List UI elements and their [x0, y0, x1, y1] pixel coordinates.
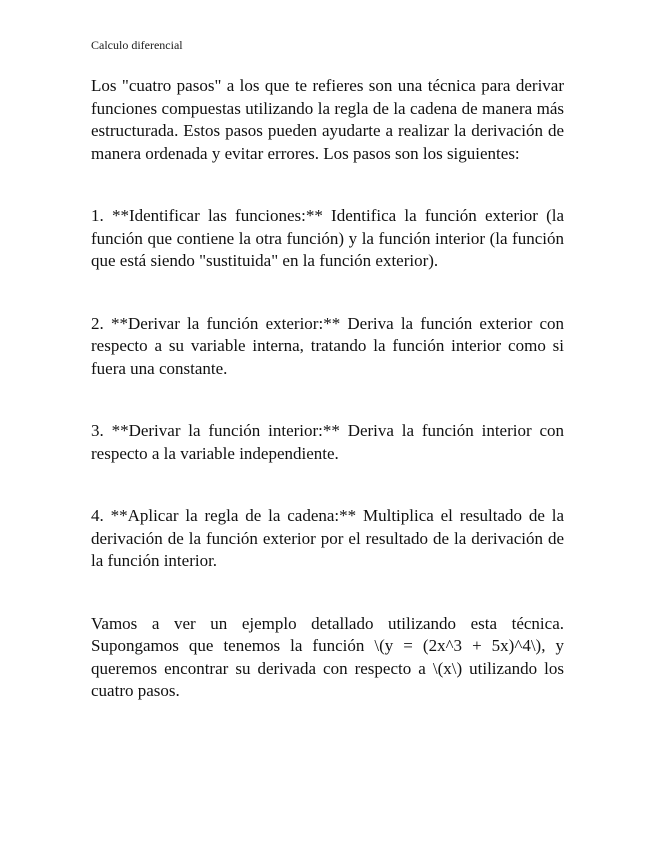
spacer — [91, 573, 564, 613]
intro-paragraph: Los "cuatro pasos" a los que te refieres son una técnica para derivar funciones compuestas utilizando la regla de la cadena de manera más estructurada. Estos pasos pueden ayudarte a realizar la derivación de manera ordenada y evitar errores. Los pasos son los siguientes: — [91, 76, 564, 163]
step-4-paragraph: 4. **Aplicar la regla de la cadena:** Multiplica el resultado de la derivación de la función exterior por el resultado de la derivación de la función interior. — [91, 506, 564, 570]
page-header: Calculo diferencial — [91, 38, 183, 52]
spacer — [91, 380, 564, 420]
spacer — [91, 273, 564, 313]
example-paragraph: Vamos a ver un ejemplo detallado utilizando esta técnica. Supongamos que tenemos la función \(y = (2x^3 + 5x)^4\), y queremos encontrar su derivada con respecto a \(x\) utilizando los cuatro pasos. — [91, 613, 564, 700]
step-3-paragraph: 3. **Derivar la función interior:** Deriva la función interior con respecto a la variable independiente. — [91, 421, 564, 463]
step-2-paragraph: 2. **Derivar la función exterior:** Deriva la función exterior con respecto a su variable interna, tratando la función interior como si fuera una constante. — [91, 313, 564, 378]
step-1-paragraph: 1. **Identificar las funciones:** Identifica la función exterior (la función que contiene la otra función) y la función interior (la función que está siendo "sustituida" en la función exterior). — [91, 206, 564, 270]
spacer — [91, 165, 564, 205]
spacer — [91, 465, 564, 505]
document-body — [91, 75, 564, 703]
